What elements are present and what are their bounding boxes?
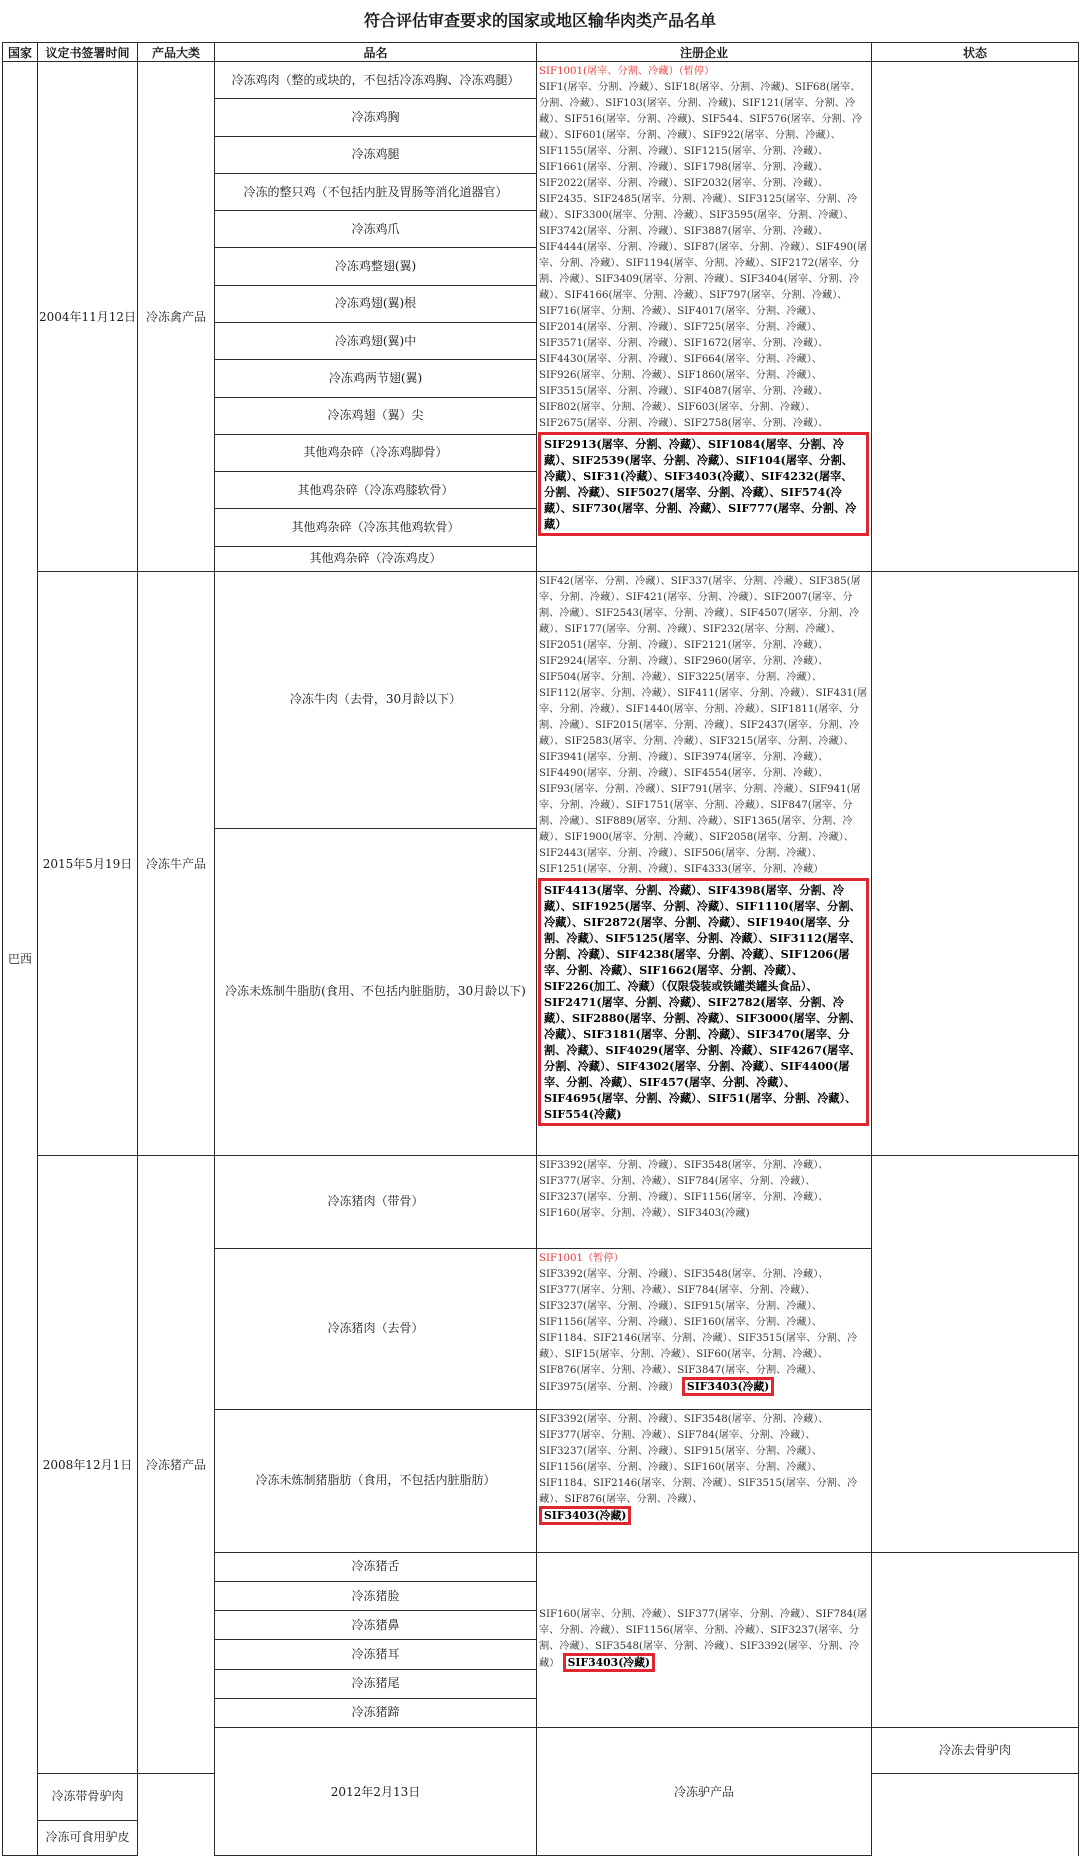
enterprise-cell: SIF3392(屠宰、分割、冷藏）、SIF3548(屠宰、分割、冷藏）、SIF377(屠宰、分割、冷藏）、SIF784(屠宰、分割、冷藏）、SIF3237(屠宰、分割、冷藏）、SIF1156(屠宰、分割、冷藏）、SIF160(屠宰、分割、冷藏）、SIF3403(冷藏) bbox=[537, 1155, 872, 1248]
category-cell: 冷冻禽产品 bbox=[138, 62, 215, 572]
status-cell bbox=[872, 571, 1079, 1155]
product-cell: 冷冻猪鼻 bbox=[215, 1611, 537, 1640]
enterprise-cell bbox=[537, 1248, 872, 1409]
product-cell: 冷冻鸡翅（翼）尖 bbox=[215, 397, 537, 434]
header-enterprise: 注册企业 bbox=[537, 43, 872, 62]
product-cell: 其他鸡杂碎（冷冻鸡皮） bbox=[215, 546, 537, 571]
product-cell: 冷冻的整只鸡（不包括内脏及胃肠等消化道器官） bbox=[215, 173, 537, 210]
product-cell: 冷冻去骨驴肉 bbox=[872, 1727, 1079, 1773]
header-row bbox=[3, 43, 1079, 62]
date-cell: 2015年5月19日 bbox=[38, 571, 138, 1155]
status-cell bbox=[872, 1155, 1079, 1552]
product-cell: 冷冻鸡整翅(翼) bbox=[215, 248, 537, 285]
status-cell bbox=[872, 1552, 1079, 1727]
enterprise-cell bbox=[537, 1552, 872, 1727]
product-cell: 冷冻带骨驴肉 bbox=[38, 1774, 138, 1820]
product-cell: 冷冻鸡肉（整的或块的，不包括冷冻鸡胸、冷冻鸡腿） bbox=[215, 62, 537, 99]
product-cell: 其他鸡杂碎（冷冻鸡膝软骨） bbox=[215, 472, 537, 509]
enterprise-cell bbox=[537, 1409, 872, 1552]
product-cell: 其他鸡杂碎（冷冻鸡脚骨） bbox=[215, 434, 537, 471]
product-cell: 冷冻可食用驴皮 bbox=[38, 1820, 138, 1855]
product-cell: 冷冻未炼制猪脂肪（食用，不包括内脏脂肪） bbox=[215, 1409, 537, 1552]
product-cell: 冷冻鸡腿 bbox=[215, 136, 537, 173]
category-cell: 冷冻猪产品 bbox=[138, 1155, 215, 1773]
header-country: 国家 bbox=[3, 43, 38, 62]
suspended-enterprise: SIF1001（暂停） bbox=[539, 1252, 624, 1264]
country-cell: 巴西 bbox=[3, 62, 38, 1856]
product-cell: 其他鸡杂碎（冷冻其他鸡软骨） bbox=[215, 509, 537, 546]
product-cell: 冷冻猪舌 bbox=[215, 1552, 537, 1581]
date-cell: 2012年2月13日 bbox=[215, 1727, 537, 1855]
highlighted-enterprises: SIF3403(冷藏) bbox=[563, 1653, 655, 1672]
header-product: 品名 bbox=[215, 43, 537, 62]
product-cell: 冷冻鸡胸 bbox=[215, 99, 537, 136]
header-date: 议定书签署时间 bbox=[38, 43, 138, 62]
highlighted-enterprises: SIF3403(冷藏) bbox=[539, 1506, 631, 1525]
table-row bbox=[3, 62, 1079, 99]
product-cell: 冷冻猪肉（去骨） bbox=[215, 1248, 537, 1409]
product-cell: 冷冻牛肉（去骨，30月龄以下） bbox=[215, 571, 537, 828]
product-cell: 冷冻鸡翅(翼)根 bbox=[215, 285, 537, 322]
enterprise-list: SIF1(屠宰、分割、冷藏）、SIF18(屠宰、分割、冷藏)、SIF68(屠宰、分割、冷藏）、SIF103(屠宰、分割、冷藏)、SIF121(屠宰、分割、冷藏）、SIF516(屠宰、分割、冷藏)、SIF544、SIF576(屠宰、分割、冷藏）、SIF601(屠宰、分割、冷藏）、SIF922(屠宰、分割、冷藏）、SIF1155(屠宰、分割、冷藏）、SIF1215(屠宰、分割、冷藏）、SIF1661(屠宰、分割、冷藏）、SIF1798(屠宰、分割、冷藏）、SIF2022(屠宰、分割、冷藏）、SIF2032(屠宰、分割、冷藏）、SIF2435、SIF2485(屠宰、分割、冷藏）、SIF3125(屠宰、分割、冷藏）、SIF3300(屠宰、分割、冷藏）、SIF3595(屠宰、分割、冷藏）、SIF3742(屠宰、分割、冷藏）、SIF3887(屠宰、分割、冷藏）、SIF4444(屠宰、分割、冷藏）、SIF87(屠宰、分割、冷藏）、SIF490(屠宰、分割、冷藏）、SIF1194(屠宰、分割、冷藏）、SIF2172(屠宰、分割、冷藏）、SIF3409(屠宰、分割、冷藏）、SIF3404(屠宰、分割、冷藏）、SIF4166(屠宰、分割、冷藏）、SIF797(屠宰、分割、冷藏）、SIF716(屠宰、分割、冷藏）、SIF4017(屠宰、分割、冷藏）、SIF2014(屠宰、分割、冷藏）、SIF725(屠宰、分割、冷藏）、SIF3571(屠宰、分割、冷藏）、SIF1672(屠宰、分割、冷藏）、SIF4430(屠宰、分割、冷藏）、SIF664(屠宰、分割、冷藏）、SIF926(屠宰、分割、冷藏）、SIF1860(屠宰、分割、冷藏）、SIF3515(屠宰、分割、冷藏）、SIF4087(屠宰、分割、冷藏）、SIF802(屠宰、分割、冷藏）、SIF603(屠宰、分割、冷藏）、SIF2675(屠宰、分割、冷藏）、SIF2758(屠宰、分割、冷藏）、 bbox=[539, 82, 868, 430]
product-cell: 冷冻猪耳 bbox=[215, 1640, 537, 1669]
highlighted-enterprises: SIF4413(屠宰、分割、冷藏）、SIF4398(屠宰、分割、冷藏）、SIF1925(屠宰、分割、冷藏）、SIF1110(屠宰、分割、冷藏）、SIF2872(屠宰、分割、冷藏）、SIF1940(屠宰、分割、冷藏）、SIF5125(屠宰、分割、冷藏）、SIF3112(屠宰、分割、冷藏）、SIF4238(屠宰、分割、冷藏）、SIF1206(屠宰、分割、冷藏）、SIF1662(屠宰、分割、冷藏）、SIF226(加工、冷藏）（仅限袋装或铁罐类罐头食品）、SIF2471(屠宰、分割、冷藏）、SIF2782(屠宰、分割、冷藏）、SIF2880(屠宰、分割、冷藏）、SIF3000(屠宰、分割、冷藏）、SIF3181(屠宰、分割、冷藏）、SIF3470(屠宰、分割、冷藏）、SIF4029(屠宰、分割、冷藏）、SIF4267(屠宰、分割、冷藏）、SIF4302(屠宰、分割、冷藏）、SIF4400(屠宰、分割、冷藏）、SIF457(屠宰、分割、冷藏）、SIF4695(屠宰、分割、冷藏）、SIF51(屠宰、分割、冷藏）、SIF554(冷藏) bbox=[538, 878, 869, 1126]
category-cell: 冷冻牛产品 bbox=[138, 571, 215, 1155]
category-cell: 冷冻驴产品 bbox=[537, 1727, 872, 1855]
enterprise-list: SIF42(屠宰、分割、冷藏）、SIF337(屠宰、分割、冷藏）、SIF385(屠宰、分割、冷藏）、SIF421(屠宰、分割、冷藏）、SIF2007(屠宰、分割、冷藏）、SIF2543(屠宰、分割、冷藏）、SIF4507(屠宰、分割、冷藏）、SIF177(屠宰、分割、冷藏）、SIF232(屠宰、分割、冷藏）、SIF2051(屠宰、分割、冷藏）、SIF2121(屠宰、分割、冷藏）、SIF2924(屠宰、分割、冷藏）、SIF2960(屠宰、分割、冷藏）、SIF504(屠宰、分割、冷藏）、SIF3225(屠宰、分割、冷藏）、SIF112(屠宰、分割、冷藏）、SIF411(屠宰、分割、冷藏）、SIF431(屠宰、分割、冷藏）、SIF1440(屠宰、分割、冷藏）、SIF1811(屠宰、分割、冷藏）、SIF2015(屠宰、分割、冷藏）、SIF2437(屠宰、分割、冷藏）、SIF2583(屠宰、分割、冷藏）、SIF3215(屠宰、分割、冷藏）、SIF3941(屠宰、分割、冷藏）、SIF3974(屠宰、分割、冷藏）、SIF4490(屠宰、分割、冷藏）、SIF4554(屠宰、分割、冷藏）、SIF93(屠宰、分割、冷藏）、SIF791(屠宰、分割、冷藏）、SIF941(屠宰、分割、冷藏）、SIF1751(屠宰、分割、冷藏）、SIF847(屠宰、分割、冷藏）、SIF889(屠宰、分割、冷藏）、SIF1365(屠宰、分割、冷藏）、SIF1900(屠宰、分割、冷藏）、SIF2058(屠宰、分割、冷藏）、SIF2443(屠宰、分割、冷藏）、SIF506(屠宰、分割、冷藏）、SIF1251(屠宰、分割、冷藏）、SIF4333(屠宰、分割、冷藏） bbox=[539, 575, 868, 875]
product-cell: 冷冻猪肉（带骨） bbox=[215, 1155, 537, 1248]
header-status: 状态 bbox=[872, 43, 1079, 62]
product-list-table bbox=[2, 42, 1079, 1856]
product-cell: 冷冻猪尾 bbox=[215, 1669, 537, 1698]
highlighted-enterprises: SIF3403(冷藏) bbox=[682, 1377, 774, 1396]
product-cell: 冷冻鸡两节翅(翼) bbox=[215, 360, 537, 397]
page-title: 符合评估审查要求的国家或地区输华肉类产品名单 bbox=[363, 11, 716, 30]
table-row bbox=[3, 571, 1079, 828]
date-cell: 2004年11月12日 bbox=[38, 62, 138, 572]
status-cell bbox=[872, 62, 1079, 572]
product-cell: 冷冻鸡翅(翼)中 bbox=[215, 322, 537, 359]
enterprise-cell bbox=[537, 62, 872, 572]
product-cell: 冷冻未炼制牛脂肪(食用、不包括内脏脂肪，30月龄以下) bbox=[215, 828, 537, 1155]
enterprise-list: SIF3392(屠宰、分割、冷藏）、SIF3548(屠宰、分割、冷藏）、SIF377(屠宰、分割、冷藏）、SIF784(屠宰、分割、冷藏）、SIF3237(屠宰、分割、冷藏）、SIF915(屠宰、分割、冷藏）、SIF1156(屠宰、分割、冷藏）、SIF160(屠宰、分割、冷藏）、SIF1184、SIF2146(屠宰、分割、冷藏）、SIF3515(屠宰、分割、冷藏）、SIF15(屠宰、分割、冷藏）、SIF60(屠宰、分割、冷藏）、SIF876(屠宰、分割、冷藏）、SIF3847(屠宰、分割、冷藏）、SIF3975(屠宰、分割、冷藏） bbox=[539, 1268, 858, 1393]
product-cell: 冷冻猪蹄 bbox=[215, 1698, 537, 1727]
enterprise-cell bbox=[537, 571, 872, 1155]
product-cell: 冷冻猪脸 bbox=[215, 1581, 537, 1610]
product-cell: 冷冻鸡爪 bbox=[215, 211, 537, 248]
date-cell: 2008年12月1日 bbox=[38, 1155, 138, 1773]
table-row bbox=[3, 1155, 1079, 1248]
enterprise-list: SIF160(屠宰、分割、冷藏）、SIF377(屠宰、分割、冷藏）、SIF784(屠宰、分割、冷藏）、SIF1156(屠宰、分割、冷藏）、SIF3237(屠宰、分割、冷藏）、SIF3548(屠宰、分割、冷藏）、SIF3392(屠宰、分割、冷藏） bbox=[539, 1609, 868, 1670]
suspended-enterprise: SIF1001(屠宰、分割、冷藏）（暂停） bbox=[539, 66, 715, 78]
header-category: 产品大类 bbox=[138, 43, 215, 62]
highlighted-enterprises: SIF2913(屠宰、分割、冷藏）、SIF1084(屠宰、分割、冷藏）、SIF2539(屠宰、分割、冷藏）、SIF104(屠宰、分割、冷藏）、SIF31(冷藏）、SIF3403(冷藏）、SIF4232(屠宰、分割、冷藏）、SIF5027(屠宰、分割、冷藏）、SIF574(冷藏）、SIF730(屠宰、分割、冷藏）、SIF777(屠宰、分割、冷藏） bbox=[538, 432, 869, 536]
enterprise-list: SIF3392(屠宰、分割、冷藏）、SIF3548(屠宰、分割、冷藏）、SIF377(屠宰、分割、冷藏）、SIF784(屠宰、分割、冷藏）、SIF3237(屠宰、分割、冷藏）、SIF915(屠宰、分割、冷藏）、SIF1156(屠宰、分割、冷藏）、SIF160(屠宰、分割、冷藏）、SIF1184、SIF2146(屠宰、分割、冷藏）、SIF3515(屠宰、分割、冷藏）、SIF876(屠宰、分割、冷藏）、 bbox=[539, 1413, 858, 1505]
